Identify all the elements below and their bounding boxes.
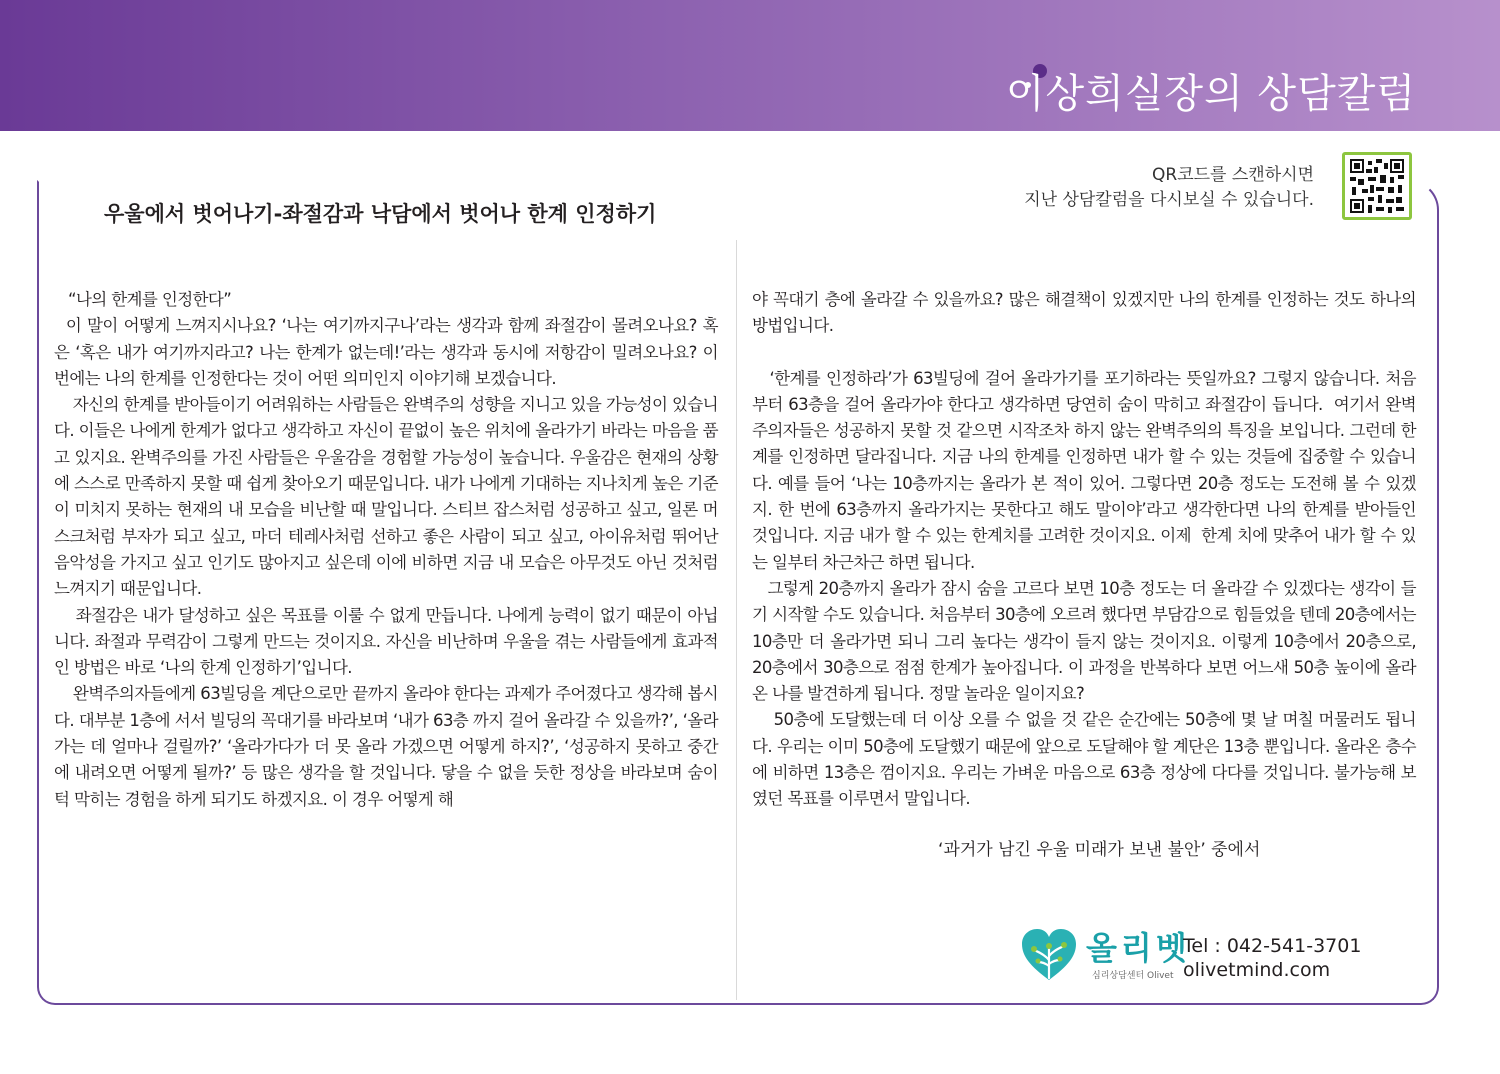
article-column-left (54, 287, 723, 813)
phone-number: Tel : 042-541-3701 (1183, 935, 1362, 957)
paragraph: “나의 한계를 인정한다” (54, 290, 232, 309)
qr-caption-line1: QR코드를 스캔하시면 (1152, 165, 1314, 185)
paragraph: 야 꼭대기 층에 올라갈 수 있을까요? 많은 해결책이 있겠지만 나의 한계를 인정하는 것도 하나의 방법입니다. (752, 290, 1421, 336)
paragraph: 좌절감은 내가 달성하고 싶은 목표를 이룰 수 없게 만듭니다. 나에게 능력이 없기 때문이 아닙니다. 좌절과 무력감이 그렇게 만드는 것이지요. 자신을 비난하며 우울을 겪는 사람들에게 효과적인 방법은 바로 ‘나의 한계 인정하기’입니다. (54, 605, 718, 678)
website-link[interactable]: olivetmind.com (1183, 959, 1331, 981)
brand-subtitle: 심리상담센터 Olivet (1092, 971, 1174, 981)
paragraph: 완벽주의자들에게 63빌딩을 계단으로만 끝까지 올라야 한다는 과제가 주어졌다고 생각해 봅시다. 대부분 1층에 서서 빌딩의 꼭대기를 바라보며 ‘내가 63층 까지 걸어 올라갈 수 있을까?’, ‘올라가는 데 얼마나 걸릴까?’ ‘올라가다가 더 못 올라 가겠으면 어떻게 하지?’, ‘성공하지 못하고 중간에 내려오면 어떻게 될까?’ 등 많은 생각을 할 것입니다. 닿을 수 없을 듯한 정상을 바라보며 숨이 턱 막히는 경험을 하게 되기도 하겠지요. 이 경우 어떻게 해 (54, 684, 723, 809)
qr-caption-line2: 지난 상담칼럼을 다시보실 수 있습니다. (1024, 190, 1314, 210)
paragraph: ‘한계를 인정하라’가 63빌딩에 걸어 올라가기를 포기하라는 뜻일까요? 그렇지 않습니다. 처음부터 63층을 걸어 올라가야 한다고 생각하면 당연히 숨이 막히고 좌절감이 듭니다. 여기서 완벽주의자들은 성공하지 못할 것 같으면 시작조차 하지 않는 완벽주의의 특징을 보입니다. 그런데 한계를 인정하면 달라집니다. 지금 나의 한계를 인정하면 내가 할 수 있는 것들에 집중할 수 있습니다. 예를 들어 ‘나는 10층까지는 올라가 본 적이 있어. 그렇다면 20층 정도는 도전해 볼 수 있겠지. 한 번에 63층까지 올라가지는 못한다고 해도 말이야’라고 생각한다면 나의 한계를 받아들인 것입니다. 지금 내가 할 수 있는 한계치를 고려한 것이지요. 이제 한계 치에 맞추어 내가 할 수 있는 일부터 차근차근 하면 됩니다. (752, 368, 1421, 572)
brand-name: 올리벳 (1086, 929, 1191, 967)
paragraph: 이 말이 어떻게 느껴지시나요? ‘나는 여기까지구나’라는 생각과 함께 좌절감이 몰려오나요? 혹은 ‘혹은 내가 여기까지라고? 나는 한계가 없는데!’라는 생각과 동시에 저항감이 밀려오나요? 이번에는 나의 한계를 인정한다는 것이 어떤 의미인지 이야기해 보겠습니다. (54, 316, 718, 388)
column-divider (736, 240, 737, 1000)
contact-info (1183, 934, 1361, 982)
olivet-heart-tree-logo-icon (1020, 928, 1078, 986)
article-title: 우울에서 벗어나기-좌절감과 낙담에서 벗어나 한계 인정하기 (104, 202, 657, 226)
article-column-right (752, 287, 1421, 813)
column-series-title: 이상희실장의 상담칼럼 (1005, 71, 1416, 117)
qr-caption (1024, 163, 1314, 213)
source-citation: ‘과거가 남긴 우울 미래가 보낸 불안’ 중에서 (938, 840, 1261, 860)
paragraph: 그렇게 20층까지 올라가 잠시 숨을 고르다 보면 10층 정도는 더 올라갈 수 있겠다는 생각이 들기 시작할 수도 있습니다. 처음부터 30층에 오르려 했다면 부담감으로 힘들었을 텐데 20층에서는 10층만 더 올라가면 되니 그리 높다는 생각이 들지 않는 것이지요. 이렇게 10층에서 20층으로, 20층에서 30층으로 점점 한계가 높아집니다. 이 과정을 반복하다 보면 어느새 50층 높이에 올라온 나를 발견하게 됩니다. 정말 놀라운 일이지요? (752, 578, 1421, 704)
qr-pattern-icon (1350, 159, 1404, 213)
paragraph: 50층에 도달했는데 더 이상 오를 수 없을 것 같은 순간에는 50층에 몇 날 며칠 머물러도 됩니다. 우리는 이미 50층에 도달했기 때문에 앞으로 도달해야 할 계단은 13층 뿐입니다. 올라온 층수에 비하면 13층은 껌이지요. 우리는 가벼운 마음으로 63층 정상에 다다를 것입니다. 불가능해 보였던 목표를 이루면서 말입니다. (752, 710, 1416, 809)
qr-code-icon[interactable] (1342, 152, 1412, 220)
paragraph: 자신의 한계를 받아들이기 어려워하는 사람들은 완벽주의 성향을 지니고 있을 가능성이 있습니다. 이들은 나에게 한계가 없다고 생각하고 자신이 끝없이 높은 위치에 올라가기 바라는 마음을 품고 있지요. 완벽주의를 가진 사람들은 우울감을 경험할 가능성이 높습니다. 우울감은 현재의 상황에 스스로 만족하지 못할 때 쉽게 찾아오기 때문입니다. 내가 나에게 기대하는 지나치게 높은 기준이 미치지 못하는 현재의 내 모습을 비난할 때 말입니다. 스티브 잡스처럼 성공하고 싶고, 일론 머스크처럼 부자가 되고 싶고, 마더 테레사처럼 선하고 좋은 사람이 되고 싶고, 아이유처럼 뛰어난 음악성을 가지고 싶고 인기도 많아지고 싶은데 이에 비하면 지금 내 모습은 아무것도 아닌 것처럼 느껴지기 때문입니다. (54, 395, 723, 599)
